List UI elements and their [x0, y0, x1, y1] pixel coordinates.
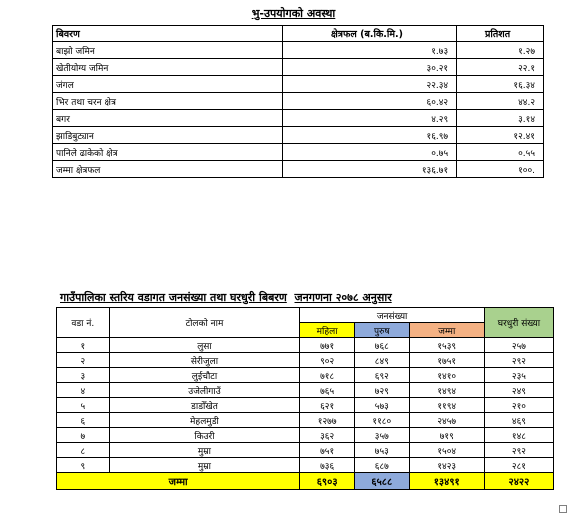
row-description: खेतीयोग्य जमिन — [53, 59, 283, 76]
row-female: ७३६ — [300, 458, 355, 473]
row-total: १५३९ — [409, 338, 484, 353]
row-area: १३६.७१ — [282, 161, 456, 178]
row-percent: १२.४१ — [457, 127, 544, 144]
row-female: ९०२ — [300, 353, 355, 368]
row-female: ६२१ — [300, 398, 355, 413]
row-male: ७६८ — [354, 338, 409, 353]
row-ward: ८ — [57, 443, 110, 458]
row-households: २९२ — [484, 353, 553, 368]
totals-total: १३४९१ — [409, 473, 484, 490]
row-description: बाझो जमिन — [53, 42, 283, 59]
row-description: जंगल — [53, 76, 283, 93]
row-description: झाडिबुट्यान — [53, 127, 283, 144]
row-total: १४९४ — [409, 383, 484, 398]
row-ward: ५ — [57, 398, 110, 413]
header-male: पुरुष — [354, 323, 409, 338]
totals-male: ६५८८ — [354, 473, 409, 490]
table-row — [57, 413, 554, 428]
header-ward: वडा नं. — [57, 308, 110, 338]
table-header-row — [53, 26, 544, 42]
row-total: ७१९ — [409, 428, 484, 443]
row-ward: ४ — [57, 383, 110, 398]
row-female: १२७७ — [300, 413, 355, 428]
totals-female: ६९०३ — [300, 473, 355, 490]
header-description: बिवरण — [53, 26, 283, 42]
header-population: जनसंख्या — [300, 308, 485, 323]
table-header-row — [57, 308, 554, 323]
row-area: ४.२९ — [282, 110, 456, 127]
header-female: महिला — [300, 323, 355, 338]
table-row — [57, 443, 554, 458]
totals-row — [57, 473, 554, 490]
header-percent: प्रतिशत — [457, 26, 544, 42]
row-percent: १००. — [457, 161, 544, 178]
row-percent: १.२७ — [457, 42, 544, 59]
row-percent: ०.५५ — [457, 144, 544, 161]
row-households: २४९ — [484, 383, 553, 398]
row-ward: ७ — [57, 428, 110, 443]
row-ward: १ — [57, 338, 110, 353]
row-female: ७५१ — [300, 443, 355, 458]
table-row — [53, 127, 544, 144]
row-total: १७५१ — [409, 353, 484, 368]
row-households: २५७ — [484, 338, 553, 353]
row-tole: मुम्रा — [109, 458, 300, 473]
row-households: २१० — [484, 398, 553, 413]
resize-handle[interactable] — [559, 505, 567, 513]
landuse-table — [52, 25, 544, 178]
landuse-title: भु-उपयोगको अवस्था — [251, 7, 336, 20]
row-male: ७५३ — [354, 443, 409, 458]
row-tole: किउरी — [109, 428, 300, 443]
row-description: जम्मा क्षेत्रफल — [53, 161, 283, 178]
row-male: ६८७ — [354, 458, 409, 473]
table-row — [53, 76, 544, 93]
row-total: ११९४ — [409, 398, 484, 413]
row-area: ३०.२१ — [282, 59, 456, 76]
row-total: २४५७ — [409, 413, 484, 428]
row-female: ७७१ — [300, 338, 355, 353]
totals-label: जम्मा — [57, 473, 300, 490]
row-households: २८१ — [484, 458, 553, 473]
table-row — [53, 144, 544, 161]
table-row — [53, 42, 544, 59]
row-ward: ६ — [57, 413, 110, 428]
header-households: घरधुरी संख्या — [484, 308, 553, 338]
row-total: १५०४ — [409, 443, 484, 458]
row-tole: लुईचौटा — [109, 368, 300, 383]
row-households: ४६९ — [484, 413, 553, 428]
row-area: १६.९७ — [282, 127, 456, 144]
row-total: १४१० — [409, 368, 484, 383]
table-row — [57, 338, 554, 353]
table-row — [57, 368, 554, 383]
row-female: ७१८ — [300, 368, 355, 383]
row-female: ३६२ — [300, 428, 355, 443]
row-percent: ४४.२ — [457, 93, 544, 110]
header-total: जम्मा — [409, 323, 484, 338]
table-row — [53, 161, 544, 178]
row-tole: मेहलमुडी — [109, 413, 300, 428]
row-percent: ३.१४ — [457, 110, 544, 127]
row-households: २३५ — [484, 368, 553, 383]
row-male: ६९२ — [354, 368, 409, 383]
row-tole: मुम्रा — [109, 443, 300, 458]
row-ward: ३ — [57, 368, 110, 383]
row-percent: २२.१ — [457, 59, 544, 76]
table-row — [53, 110, 544, 127]
population-title: गाउँपालिका स्तरिय वडागत जनसंख्या तथा घरधुरी बिबरण जनगणना २०७८ अनुसार — [60, 291, 392, 304]
row-area: १.७३ — [282, 42, 456, 59]
row-male: ३५७ — [354, 428, 409, 443]
table-row — [57, 353, 554, 368]
row-male: ५७३ — [354, 398, 409, 413]
header-area: क्षेत्रफल (ब.कि.मि.) — [282, 26, 456, 42]
row-total: १४२३ — [409, 458, 484, 473]
row-tole: उजेलीगाउँ — [109, 383, 300, 398]
row-tole: लुसा — [109, 338, 300, 353]
row-male: ८४९ — [354, 353, 409, 368]
row-area: ०.७५ — [282, 144, 456, 161]
row-area: ६०.४२ — [282, 93, 456, 110]
row-description: पानिले ढाकेको क्षेत्र — [53, 144, 283, 161]
row-female: ७६५ — [300, 383, 355, 398]
table-row — [57, 383, 554, 398]
table-row — [53, 93, 544, 110]
row-ward: ९ — [57, 458, 110, 473]
table-row — [57, 458, 554, 473]
header-tole: टोलको नाम — [109, 308, 300, 338]
table-row — [57, 398, 554, 413]
table-row — [57, 428, 554, 443]
row-male: ११८० — [354, 413, 409, 428]
row-description: बगर — [53, 110, 283, 127]
row-ward: २ — [57, 353, 110, 368]
row-households: २९२ — [484, 443, 553, 458]
row-male: ७२९ — [354, 383, 409, 398]
row-tole: डाडोँखेत — [109, 398, 300, 413]
row-description: भिर तथा चरन क्षेत्र — [53, 93, 283, 110]
row-tole: सेरीजुला — [109, 353, 300, 368]
table-row — [53, 59, 544, 76]
population-table — [56, 307, 554, 490]
row-percent: १६.३४ — [457, 76, 544, 93]
row-area: २२.३४ — [282, 76, 456, 93]
row-households: १४८ — [484, 428, 553, 443]
totals-households: २४२२ — [484, 473, 553, 490]
